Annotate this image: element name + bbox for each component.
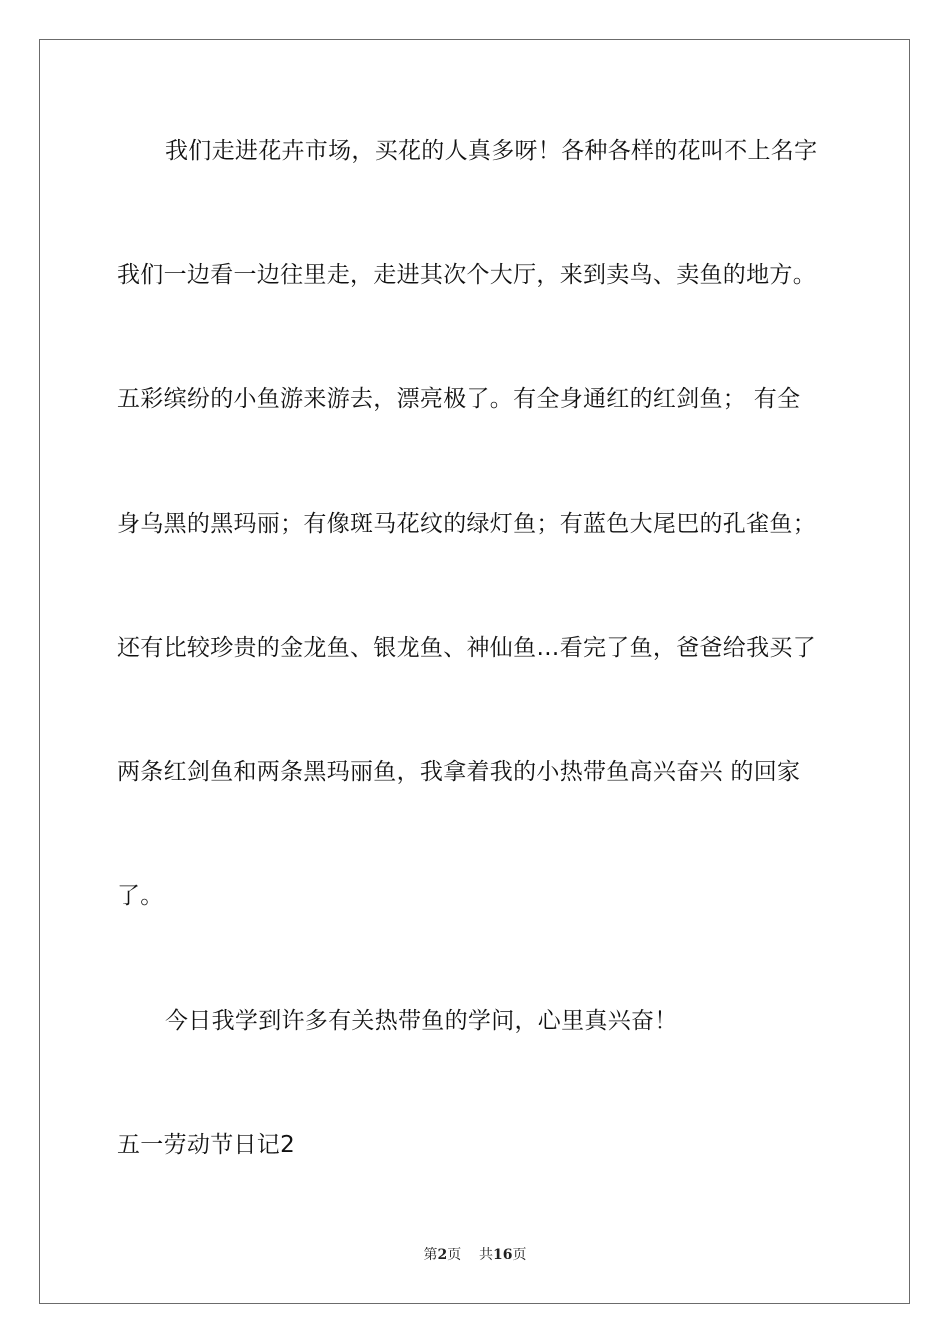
paragraph-line-1: 我们走进花卉市场，买花的人真多呀！各种各样的花叫不上名字 [165,138,818,164]
page-prefix: 第 [423,1247,438,1263]
section-heading: 五一劳动节日记2 [117,1132,296,1158]
total-pages: 16 [493,1247,513,1263]
page-number: 2 [437,1247,448,1263]
page-footer [0,1246,950,1264]
total-prefix: 共 [479,1247,494,1263]
paragraph-line-7: 了。 [117,883,164,909]
paragraph-line-5: 还有比较珍贵的金龙鱼、银龙鱼、神仙鱼…看完了鱼，爸爸给我买了 [117,635,816,661]
paragraph-line-2: 我们一边看一边往里走，走进其次个大厅，来到卖鸟、卖鱼的地方。 [117,262,816,288]
paragraph-line-4: 身乌黑的黑玛丽；有像斑马花纹的绿灯鱼；有蓝色大尾巴的孔雀鱼； [117,511,816,537]
paragraph-line-8: 今日我学到许多有关热带鱼的学问，心里真兴奋！ [165,1008,678,1034]
page-border [39,39,910,1304]
paragraph-line-3: 五彩缤纷的小鱼游来游去，漂亮极了。有全身通红的红剑鱼； 有全 [117,386,801,412]
page-suffix: 页 [447,1247,462,1263]
paragraph-line-6: 两条红剑鱼和两条黑玛丽鱼，我拿着我的小热带鱼高兴奋兴 的回家 [117,759,801,785]
total-suffix: 页 [512,1247,527,1263]
